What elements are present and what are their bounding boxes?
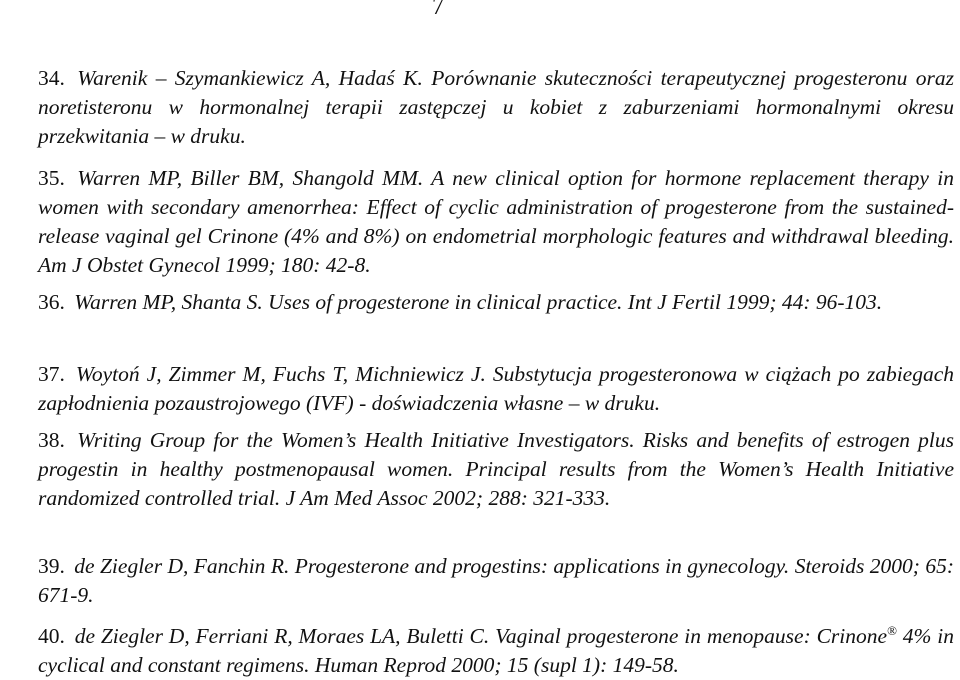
reference-number: 37. (38, 362, 65, 386)
reference-text: Writing Group for the Women’s Health Initiative Investigators. Risks and benefits of estrogen plus progestin in healthy postmenopausal women. Principal results from the Women’s Health Initiative randomized controlled trial. J Am Med Assoc 2002; 288: 321-333. (38, 428, 954, 510)
reference-text: Warren MP, Biller BM, Shangold MM. A new clinical option for hormone replacement therapy in women with secondary amenorrhea: Effect of cyclic administration of progesterone from the sustained-release vaginal gel Crinone (4% and 8%) on endometrial morphologic features and withdrawal bleeding. Am J Obstet Gynecol 1999; 180: 42-8. (38, 166, 955, 277)
reference-36 (38, 288, 954, 317)
registered-mark: ® (887, 622, 897, 638)
reference-37 (38, 360, 954, 418)
reference-number: 38. (38, 428, 65, 452)
page-number: 7 (432, 0, 444, 20)
reference-number: 39. (38, 554, 65, 578)
reference-35 (38, 164, 954, 280)
reference-39 (38, 552, 954, 610)
reference-number: 35. (38, 166, 65, 190)
reference-34 (38, 64, 954, 151)
reference-text: Warren MP, Shanta S. Uses of progesterone in clinical practice. Int J Fertil 1999; 44: 96-103. (74, 290, 883, 314)
reference-text: Warenik – Szymankiewicz A, Hadaś K. Porównanie skuteczności terapeutycznej progesteronu oraz noretisteronu w hormonalnej terapii zastępczej u kobiet z zaburzeniami hormonalnymi okresu przekwitania – w druku. (38, 66, 954, 148)
reference-38 (38, 426, 954, 513)
reference-number: 36. (38, 290, 65, 314)
reference-text-before: de Ziegler D, Ferriani R, Moraes LA, Buletti C. Vaginal progesterone in menopause: Crinone (74, 624, 888, 648)
reference-number: 34. (38, 66, 65, 90)
reference-40 (38, 622, 954, 680)
reference-text: de Ziegler D, Fanchin R. Progesterone and progestins: applications in gynecology. Steroids 2000; 65: 671-9. (38, 554, 954, 607)
reference-text-after: 4% in cyclical and constant regimens. Human Reprod 2000; 15 (supl 1): 149-58. (38, 624, 955, 677)
reference-number: 40. (38, 624, 65, 648)
reference-text: Woytoń J, Zimmer M, Fuchs T, Michniewicz J. Substytucja progesteronowa w ciążach po zabiegach zapłodnienia pozaustrojowego (IVF) - doświadczenia własne – w druku. (38, 362, 955, 415)
